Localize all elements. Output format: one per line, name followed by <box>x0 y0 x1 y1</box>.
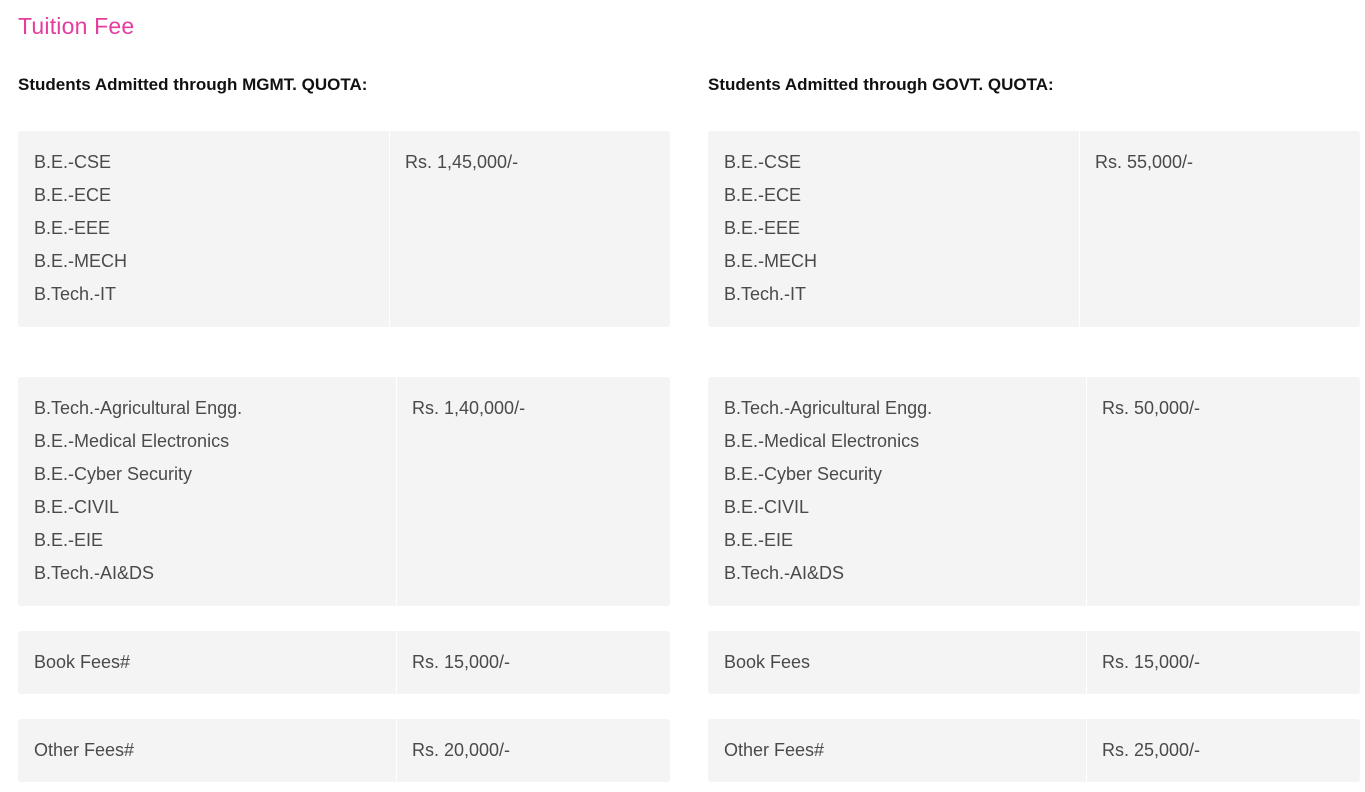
fee-amount-cell <box>397 631 510 694</box>
book-fees-amount: Rs. 15,000/- <box>1102 652 1201 672</box>
course-item: B.E.-ECE <box>724 185 802 205</box>
fee-amount-cell <box>1080 131 1193 327</box>
book-fees-row <box>18 631 670 694</box>
course-item: B.E.-EEE <box>34 218 111 238</box>
course-list-cell <box>708 131 1080 327</box>
course-item: B.E.-EIE <box>724 530 794 550</box>
fee-amount: Rs. 1,45,000/- <box>405 152 519 172</box>
other-fees-row <box>708 719 1360 782</box>
fee-row-group-1 <box>18 131 670 327</box>
course-item: B.E.-EIE <box>34 530 104 550</box>
fee-row-group-1 <box>708 131 1360 327</box>
course-list-cell <box>708 377 1087 606</box>
course-item: B.E.-Medical Electronics <box>724 431 920 451</box>
fee-amount-cell <box>1087 377 1200 606</box>
fee-row-group-2 <box>708 377 1360 606</box>
course-item: B.E.-ECE <box>34 185 112 205</box>
course-item: B.E.-CSE <box>724 152 802 172</box>
course-item: B.E.-Cyber Security <box>724 464 883 484</box>
course-item: B.E.-Cyber Security <box>34 464 193 484</box>
other-fees-row <box>18 719 670 782</box>
govt-quota-heading: Students Admitted through GOVT. QUOTA: <box>708 75 1054 94</box>
other-fees-amount: Rs. 25,000/- <box>1102 740 1201 760</box>
other-fees-label: Other Fees# <box>34 740 135 760</box>
course-item: B.E.-MECH <box>724 251 818 271</box>
course-list-cell <box>18 377 397 606</box>
fee-label-cell <box>708 631 1087 694</box>
fee-label-cell <box>18 631 397 694</box>
course-item: B.E.-CIVIL <box>34 497 120 517</box>
fee-amount: Rs. 50,000/- <box>1102 398 1201 418</box>
fee-amount-cell <box>397 377 525 606</box>
book-fees-row <box>708 631 1360 694</box>
book-fees-label: Book Fees# <box>34 652 131 672</box>
fee-label-cell <box>18 719 397 782</box>
course-item: B.Tech.-IT <box>724 284 807 304</box>
other-fees-amount: Rs. 20,000/- <box>412 740 511 760</box>
course-list-cell <box>18 131 390 327</box>
fee-amount: Rs. 55,000/- <box>1095 152 1194 172</box>
course-item: B.E.-MECH <box>34 251 128 271</box>
page-title: Tuition Fee <box>18 13 135 39</box>
course-item: B.Tech.-AI&DS <box>34 563 155 583</box>
fee-amount-cell <box>390 131 518 327</box>
other-fees-label: Other Fees# <box>724 740 825 760</box>
course-item: B.Tech.-Agricultural Engg. <box>34 398 243 418</box>
course-item: B.E.-Medical Electronics <box>34 431 230 451</box>
mgmt-quota-heading: Students Admitted through MGMT. QUOTA: <box>18 75 368 94</box>
fee-amount-cell <box>397 719 510 782</box>
fee-amount-cell <box>1087 631 1200 694</box>
book-fees-amount: Rs. 15,000/- <box>412 652 511 672</box>
course-item: B.Tech.-Agricultural Engg. <box>724 398 933 418</box>
fee-amount: Rs. 1,40,000/- <box>412 398 526 418</box>
course-item: B.Tech.-IT <box>34 284 117 304</box>
fee-row-group-2 <box>18 377 670 606</box>
fee-label-cell <box>708 719 1087 782</box>
book-fees-label: Book Fees <box>724 652 811 672</box>
course-item: B.E.-CSE <box>34 152 112 172</box>
course-item: B.E.-EEE <box>724 218 801 238</box>
course-item: B.Tech.-AI&DS <box>724 563 845 583</box>
fee-amount-cell <box>1087 719 1200 782</box>
course-item: B.E.-CIVIL <box>724 497 810 517</box>
